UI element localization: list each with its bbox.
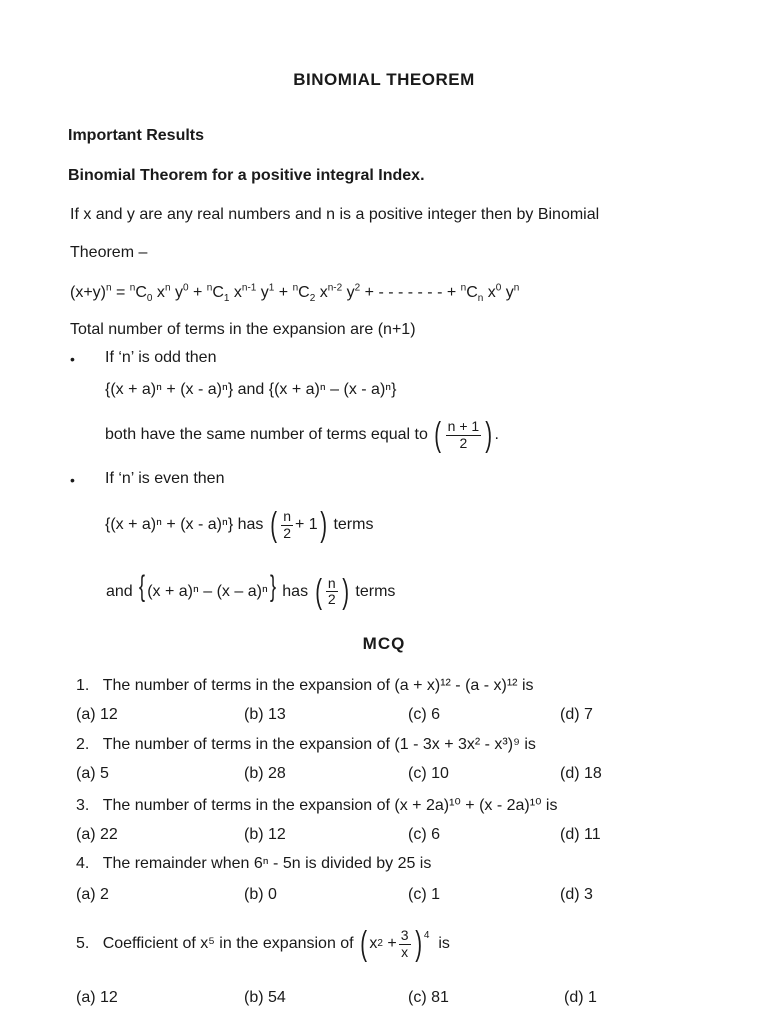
question-2: 2. The number of terms in the expansion of (1 - 3x + 3x² - x³)⁹ is [76,736,536,753]
q3-option-b: (b) 12 [244,826,286,843]
question-3: 3. The number of terms in the expansion of (x + 2a)¹⁰ + (x - 2a)¹⁰ is [76,797,558,814]
intro-line-2: Theorem – [70,244,148,261]
intro-line-1: If x and y are any real numbers and n is a positive integer then by Binomial [70,206,600,223]
q1-option-a: (a) 12 [76,706,118,723]
q2-option-d: (d) 18 [560,765,602,782]
subsection-heading: Binomial Theorem for a positive integral Index. [68,167,425,184]
question-1: 1. The number of terms in the expansion of (a + x)¹² - (a - x)¹² is [76,677,534,694]
odd-case-expression: {(x + a)ⁿ + (x - a)ⁿ} and {(x + a)ⁿ – (x - a)ⁿ} [105,381,397,398]
page-title: BINOMIAL THEOREM [293,70,475,89]
even-case-label: If ‘n’ is even then [105,470,225,487]
even-case-fraction-2: $\frac{n}{2}$ [327,574,336,608]
q1-option-d: (d) 7 [560,706,593,723]
odd-case-statement: both have the same number of terms equal to ( $\frac{n + 1}{2}$ ) . [105,416,499,454]
binomial-expansion-formula: $(x+y)^n = ^nC_0$ $x^n$ $y^0 + ^nC_1$ $x^{n-1}$ $y^1 + ^nC_2$ $x^{n-2}$ $y^2$ + - - - - - - - + $^nC_n$ $x^0$ $y^n$ [70,282,520,305]
even-case-line-1: {(x + a)ⁿ + (x - a)ⁿ} has ( $\frac{n}{2}$ + 1 ) terms [105,506,374,544]
odd-case-fraction: $\frac{n + 1}{2}$ [447,418,480,451]
q2-option-c: (c) 10 [408,765,449,782]
question-4: 4. The remainder when 6ⁿ - 5n is divided by 25 is [76,855,432,872]
odd-case-both-text: both have the same number of terms equal to [105,426,428,444]
q3-option-c: (c) 6 [408,826,440,843]
bullet-even: • [70,472,75,488]
question-5: 5. Coefficient of x⁵ in the expansion of ( x 2 + $\frac{3}{x}$ ) $^4$ is [76,925,450,963]
bullet-odd: • [70,351,75,367]
mcq-heading: MCQ [362,634,406,653]
q2-option-a: (a) 5 [76,765,109,782]
q5-option-a: (a) 12 [76,989,118,1006]
q3-option-a: (a) 22 [76,826,118,843]
q5-option-c: (c) 81 [408,989,449,1006]
q3-option-d: (d) 11 [560,826,601,843]
q5-option-d: (d) 1 [564,989,597,1006]
q4-option-a: (a) 2 [76,886,109,903]
q1-option-b: (b) 13 [244,706,286,723]
section-heading: Important Results [68,127,205,144]
q1-option-c: (c) 6 [408,706,440,723]
q2-option-b: (b) 28 [244,765,286,782]
even-case-fraction-1: $\frac{n}{2}$ [283,508,291,541]
total-terms-text: Total number of terms in the expansion are (n+1) [70,321,416,338]
q5-expression: ( x 2 + $\frac{3}{x}$ ) $^4$ [360,925,430,963]
q5-option-b: (b) 54 [244,989,286,1006]
q4-option-b: (b) 0 [244,886,277,903]
q4-option-c: (c) 1 [408,886,440,903]
even-case-line-2: and { (x + a)ⁿ – (x – a)ⁿ} has ( $\frac{n}{2}$ ) terms [106,570,396,611]
q4-option-d: (d) 3 [560,886,593,903]
odd-case-label: If ‘n’ is odd then [105,349,217,366]
